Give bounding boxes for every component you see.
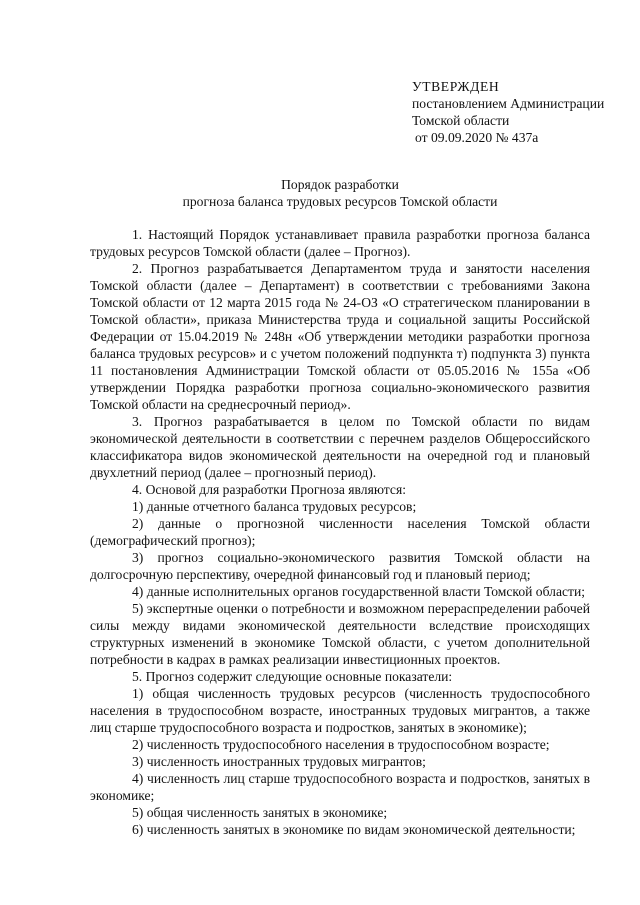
approval-line-1: постановлением Администрации <box>412 96 605 111</box>
paragraph-1: 1. Настоящий Порядок устанавливает правила разработки прогноза баланса трудовых ресурсов Томской области (далее – Прогноз). <box>90 227 590 259</box>
document-body <box>90 226 590 838</box>
list-item-5-4: 4) численность лиц старше трудоспособного возраста и подростков, занятых в экономике; <box>90 771 590 803</box>
list-item-5-3: 3) численность иностранных трудовых мигрантов; <box>132 754 426 769</box>
paragraph-2: 2. Прогноз разрабатывается Департаментом труда и занятости населения Томской области (далее – Департамент) в соответствии с требованиями Закона Томской области от 12 марта 2015 года № 24-ОЗ «О стратегическом планировании в Томской области», приказа Министерства труда и социальной защиты Российской Федерации от 15.04.2019 № 248н «Об утверждении методики разработки прогноза баланса трудовых ресурсов» и с учетом положений подпункта т) подпункта 3) пункта 11 постановления Администрации Томской области от 05.05.2016 № 155а «Об утверждении Порядка разработки прогноза социально-экономического развития Томской области на среднесрочный период». <box>90 261 590 412</box>
list-item-5-1: 1) общая численность трудовых ресурсов (численность трудоспособного населения в трудоспособном возрасте, иностранных трудовых мигрантов, а также лиц старше трудоспособного возраста и подростков, занятых в экономике); <box>90 686 590 735</box>
document-title <box>90 176 590 210</box>
title-line-2: прогноза баланса трудовых ресурсов Томской области <box>182 194 498 209</box>
paragraph-3: 3. Прогноз разрабатывается в целом по Томской области по видам экономической деятельности в соответствии с перечнем разделов Общероссийского классификатора видов экономической деятельности на очередной год и плановый двухлетний период (далее – прогнозный период). <box>90 414 590 480</box>
title-line-1: Порядок разработки <box>281 177 399 192</box>
paragraph-4: 4. Основой для разработки Прогноза являются: <box>132 482 406 497</box>
approval-heading: УТВЕРЖДЕН <box>412 79 500 94</box>
list-item-4-1: 1) данные отчетного баланса трудовых ресурсов; <box>132 499 417 514</box>
approval-line-3: от 09.09.2020 № 437а <box>415 130 539 145</box>
list-item-5-2: 2) численность трудоспособного населения в трудоспособном возрасте; <box>132 737 550 752</box>
approval-stamp <box>412 78 604 146</box>
paragraph-5: 5. Прогноз содержит следующие основные показатели: <box>132 669 453 684</box>
list-item-5-5: 5) общая численность занятых в экономике; <box>132 805 388 820</box>
approval-line-2: Томской области <box>412 113 510 128</box>
list-item-4-5: 5) экспертные оценки о потребности и возможном перераспределении рабочей силы между видами экономической деятельности вследствие происходящих структурных изменений в экономике Томской области, с учетом дополнительной потребности в кадрах в рамках реализации инвестиционных проектов. <box>90 601 590 667</box>
list-item-4-3: 3) прогноз социально-экономического развития Томской области на долгосрочную перспективу, очередной финансовый год и плановый период; <box>90 550 590 582</box>
list-item-5-6: 6) численность занятых в экономике по видам экономической деятельности; <box>132 822 576 837</box>
list-item-4-2: 2) данные о прогнозной численности населения Томской области (демографический прогноз); <box>90 516 590 548</box>
list-item-4-4: 4) данные исполнительных органов государственной власти Томской области; <box>132 584 586 599</box>
